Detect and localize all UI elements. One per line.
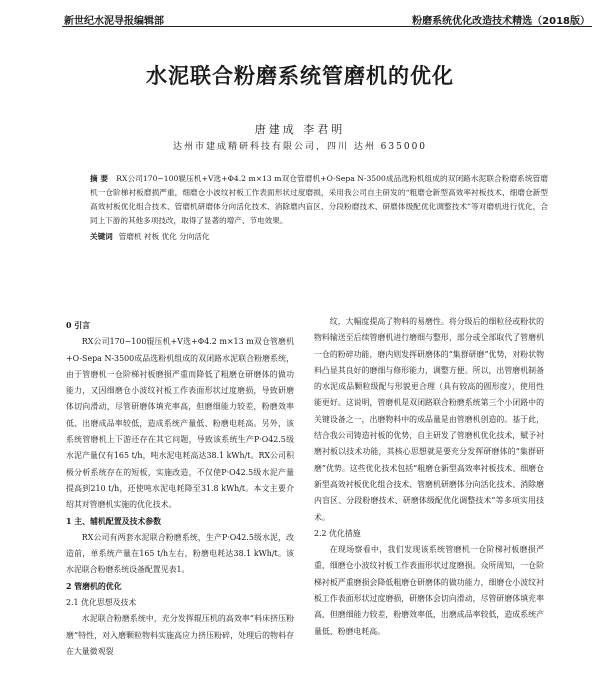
keywords-text: 管磨机 衬板 优化 分向活化 bbox=[118, 232, 210, 241]
abstract-body bbox=[90, 172, 548, 228]
body-paragraph: 纹，大幅度提高了物料的易磨性。将分级后的细粒径或粉状的物料输送至后续管磨机进行磨细与整形，部分或全部取代了管磨机一仓的粉碎功能，磨内则发挥研磨体的“集群研磨”优势，对粉状物料凸显其良好的磨细与修形能力，调整方便。所以，出管磨机制备的水泥成品颗粒级配与形貌更合理（具有较高的圆形度），使用性能更好。这说明，管磨机是双闭路联合粉磨系统第三个小闭路中的关键设备之一，出磨物料中的成品量是由管磨机创造的。基于此，结合我公司铸造衬板的优势，自主研发了管磨机优化技术，赋予衬磨衬板以技术功能，其核心思想就是要充分发挥研磨体的“集群研磨”优势。这些优化技术包括“粗磨仓新型高效率衬板技术、细磨仓新型高效衬板优化组合技术、管磨机研磨体分向活化技术、消除磨内盲区、分段粉磨技术、研磨体级配优化调整技术”等多项实用技术。 bbox=[314, 317, 544, 522]
section-heading: 1 主、辅机配置及技术参数 bbox=[66, 516, 162, 526]
affiliation: 达州市建成精研科技有限公司，四川 达州 635000 bbox=[172, 142, 428, 152]
abstract-text: RX公司170~100辊压机+V选+Φ4.2 m×13 m双仓管磨机+O-Sepa N-3500成品选粉机组成的双闭路水泥联合粉磨系统管磨机一仓阶梯衬板磨损严重，细磨仓小波纹衬板工作表面形状过度磨损，采用我公司自主研发的“粗磨仓新型高效率衬板技术、细磨仓新型高效衬板优化组合技术、管磨机研磨体分向活化技术、消除磨内盲区、分段粉磨技术、研磨体级配优化调整技术”等对磨机进行优化，合同上下游的其他多项技改，取得了显著的增产、节电效果。 bbox=[90, 174, 548, 225]
article-title: 水泥联合粉磨系统管磨机的优化 bbox=[146, 64, 454, 88]
header-book-title: 粉磨系统优化改造技术精选（2018版） bbox=[412, 16, 590, 27]
header-divider bbox=[62, 26, 592, 27]
right-column bbox=[314, 314, 544, 640]
body-paragraph: RX公司有两套水泥联合粉磨系统，生产P·O42.5级水泥，改造前，单系统产量在165 t/h左右，粉磨电耗达38.1 kWh/t。该水泥联合粉磨系统设备配置见表1。 bbox=[66, 532, 294, 575]
subsection-heading: 2.1 优化思想及技术 bbox=[66, 598, 137, 608]
header-publisher: 新世纪水泥导报编辑部 bbox=[64, 16, 164, 27]
section-heading: 0 引言 bbox=[66, 321, 91, 330]
body-paragraph: 在现场察看中，我们发现该系统管磨机一仓阶梯衬板磨损严重，细磨仓小波纹衬板工作表面形状过度磨损。众所周知，一仓阶梯衬板严重磨损会降低粗磨仓研磨体的做功能力，细磨仓小波纹衬板工作表面形状过度磨损，研磨体会切向滑动，尽管研磨体填充率高，但磨细能力较差，粉磨效率低，出磨成品率较低，造成系统产量低、粉磨电耗高。 bbox=[314, 545, 544, 636]
authors: 唐建成 李君明 bbox=[254, 123, 346, 136]
running-header bbox=[0, 4, 600, 26]
section-heading: 2 管磨机的优化 bbox=[66, 581, 122, 591]
keywords-label: 关键词 bbox=[90, 232, 113, 241]
keywords-line bbox=[90, 230, 548, 244]
body-paragraph: 水泥联合粉磨系统中，充分发挥辊压机的高效率“料床挤压粉磨”特性，对入磨颗粒物料实施高应力挤压粉碎，处理后的物料存在大量微观裂 bbox=[66, 614, 294, 656]
subsection-heading: 2.2 优化措施 bbox=[314, 528, 361, 538]
left-column bbox=[66, 318, 294, 660]
abstract-label: 摘 要 bbox=[90, 174, 109, 183]
abstract-block bbox=[90, 172, 548, 244]
body-paragraph: RX公司170~100辊压机+V选+Φ4.2 m×13 m双仓管磨机+O-Sepa N-3500成品选粉机组成的双闭路水泥联合粉磨系统，由于管磨机一仓阶梯衬板磨损严重而降低了粗磨仓研磨体的做功能力，又因细磨仓小波纹衬板工作表面形状过度磨损，导致研磨体切向滑动，尽管研磨体填充率高，但磨细能力较差，粉磨效率低、出磨成品率较低，造成系统产量低、粉磨电耗高。另外，该系统管磨机上下游还存在其它问题，导致该系统生产P·O42.5级水泥产量仅有165 t/h，吨水泥电耗高达38.1 kWh/t。RX公司积极分析系统存在的短板，实施改造，不仅使P·O42.5级水泥产量提高到210 t/h，还使吨水泥电耗降至31.8 kWh/t。本文主要介绍其对管磨机实施的优化技术。 bbox=[66, 337, 294, 510]
